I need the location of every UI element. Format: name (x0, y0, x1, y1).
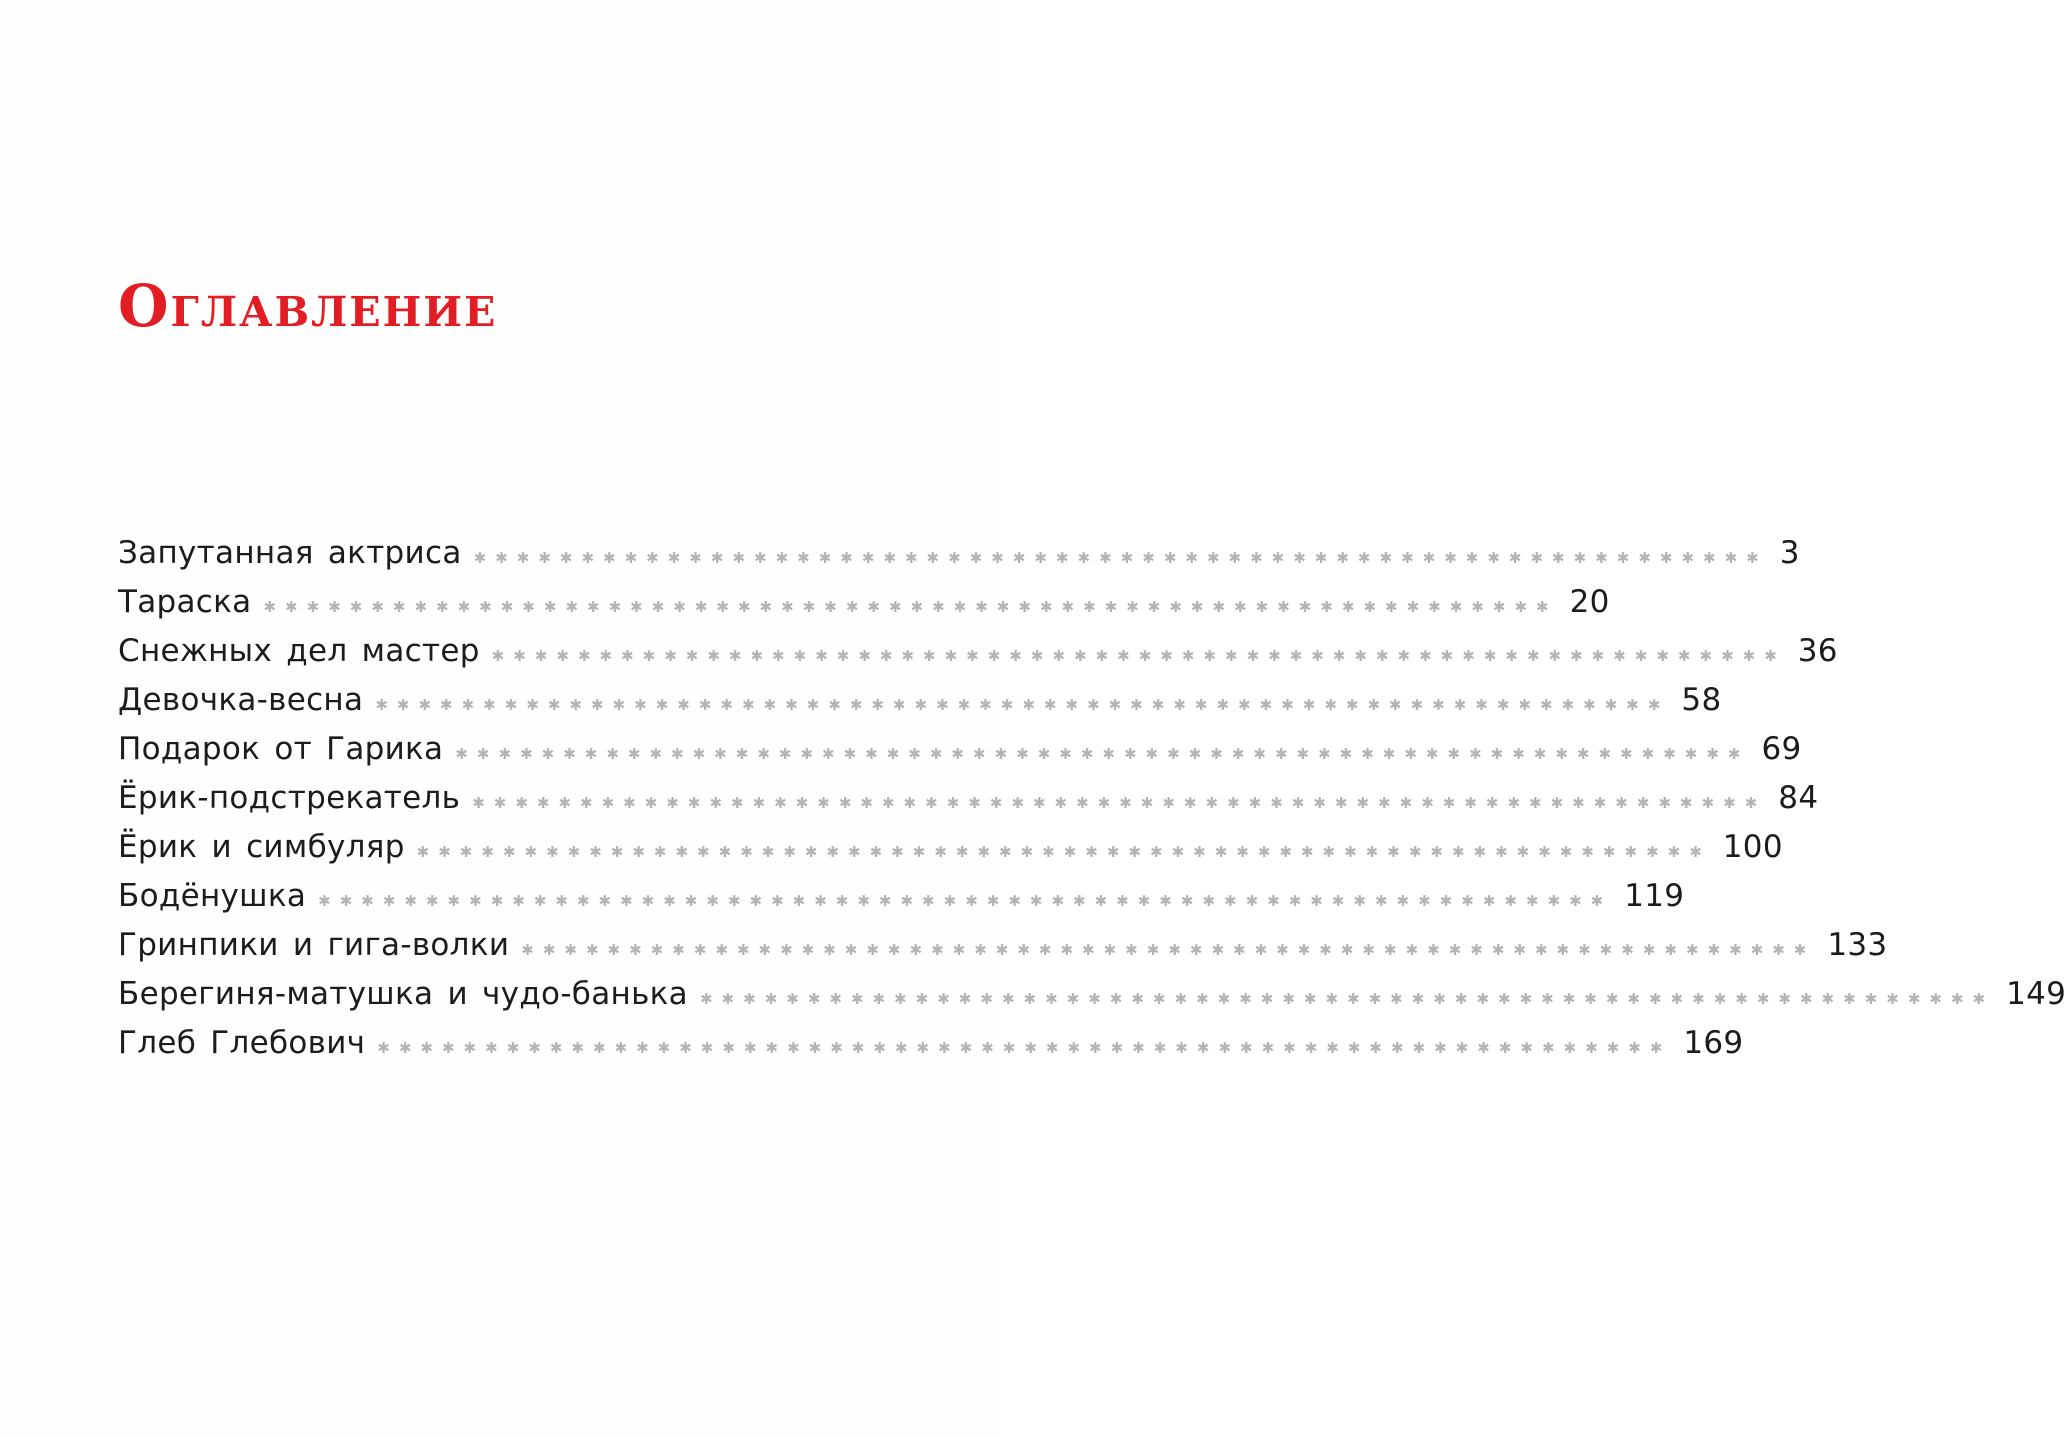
toc-entry-title: Запутанная актриса (118, 535, 462, 571)
toc-entry-title: Гринпики и гига-волки (118, 927, 510, 963)
toc-entry-page: 119 (1624, 878, 1685, 914)
toc-entry (118, 872, 1685, 921)
toc-entry-title: Тараска (118, 584, 252, 620)
toc-entry-title: Снежных дел мастер (118, 633, 480, 669)
leader-stars: ✱✱✱✱✱✱✱✱✱✱✱✱✱✱✱✱✱✱✱✱✱✱✱✱✱✱✱✱✱✱✱✱✱✱✱✱✱✱✱✱✱✱✱✱✱✱✱✱✱✱✱✱✱✱✱✱✱✱✱✱ (521, 941, 1816, 959)
toc-entry (118, 921, 1888, 970)
leader-stars: ✱✱✱✱✱✱✱✱✱✱✱✱✱✱✱✱✱✱✱✱✱✱✱✱✱✱✱✱✱✱✱✱✱✱✱✱✱✱✱✱✱✱✱✱✱✱✱✱✱✱✱✱✱✱✱✱✱✱✱✱ (375, 696, 1670, 714)
toc-entry (118, 676, 1722, 725)
leader-stars: ✱✱✱✱✱✱✱✱✱✱✱✱✱✱✱✱✱✱✱✱✱✱✱✱✱✱✱✱✱✱✱✱✱✱✱✱✱✱✱✱✱✱✱✱✱✱✱✱✱✱✱✱✱✱✱✱✱✱✱✱ (472, 794, 1767, 812)
toc-entry-page: 169 (1683, 1025, 1744, 1061)
leader-stars: ✱✱✱✱✱✱✱✱✱✱✱✱✱✱✱✱✱✱✱✱✱✱✱✱✱✱✱✱✱✱✱✱✱✱✱✱✱✱✱✱✱✱✱✱✱✱✱✱✱✱✱✱✱✱✱✱✱✱✱✱ (416, 843, 1711, 861)
toc-entry-title: Девочка-весна (118, 682, 364, 718)
toc-entry-page: 69 (1761, 731, 1802, 767)
toc-entry-title: Бодёнушка (118, 878, 307, 914)
leader-stars: ✱✱✱✱✱✱✱✱✱✱✱✱✱✱✱✱✱✱✱✱✱✱✱✱✱✱✱✱✱✱✱✱✱✱✱✱✱✱✱✱✱✱✱✱✱✱✱✱✱✱✱✱✱✱✱✱✱✱✱✱ (377, 1039, 1672, 1057)
toc-entry-title: Глеб Глебович (118, 1025, 366, 1061)
toc-entry-page: 36 (1797, 633, 1838, 669)
toc-entry-title: Ёрик и симбуляр (118, 829, 405, 865)
toc-entry-page: 84 (1778, 780, 1819, 816)
leader-stars: ✱✱✱✱✱✱✱✱✱✱✱✱✱✱✱✱✱✱✱✱✱✱✱✱✱✱✱✱✱✱✱✱✱✱✱✱✱✱✱✱✱✱✱✱✱✱✱✱✱✱✱✱✱✱✱✱✱✱✱✱ (491, 647, 1786, 665)
leader-stars: ✱✱✱✱✱✱✱✱✱✱✱✱✱✱✱✱✱✱✱✱✱✱✱✱✱✱✱✱✱✱✱✱✱✱✱✱✱✱✱✱✱✱✱✱✱✱✱✱✱✱✱✱✱✱✱✱✱✱✱✱ (318, 892, 1613, 910)
toc-entry-page: 58 (1681, 682, 1722, 718)
toc-entry (118, 774, 1819, 823)
toc-entry-title: Ёрик-подстрекатель (118, 780, 461, 816)
toc-entry-page: 3 (1779, 535, 1800, 571)
toc-entry (118, 970, 2066, 1019)
toc-entry-page: 149 (2006, 976, 2066, 1012)
toc-entry (118, 1019, 1744, 1068)
toc-entry-title: Подарок от Гарика (118, 731, 444, 767)
leader-stars: ✱✱✱✱✱✱✱✱✱✱✱✱✱✱✱✱✱✱✱✱✱✱✱✱✱✱✱✱✱✱✱✱✱✱✱✱✱✱✱✱✱✱✱✱✱✱✱✱✱✱✱✱✱✱✱✱✱✱✱✱ (473, 549, 1768, 567)
toc-entry (118, 529, 1800, 578)
toc-entry-page: 20 (1569, 584, 1610, 620)
toc-entry (118, 627, 1838, 676)
leader-stars: ✱✱✱✱✱✱✱✱✱✱✱✱✱✱✱✱✱✱✱✱✱✱✱✱✱✱✱✱✱✱✱✱✱✱✱✱✱✱✱✱✱✱✱✱✱✱✱✱✱✱✱✱✱✱✱✱✱✱✱✱ (699, 990, 1995, 1008)
table-of-contents (118, 529, 2066, 1068)
leader-stars: ✱✱✱✱✱✱✱✱✱✱✱✱✱✱✱✱✱✱✱✱✱✱✱✱✱✱✱✱✱✱✱✱✱✱✱✱✱✱✱✱✱✱✱✱✱✱✱✱✱✱✱✱✱✱✱✱✱✱✱✱ (455, 745, 1750, 763)
page-title: Оглавление (118, 272, 498, 340)
toc-entry-page: 100 (1722, 829, 1783, 865)
leader-stars: ✱✱✱✱✱✱✱✱✱✱✱✱✱✱✱✱✱✱✱✱✱✱✱✱✱✱✱✱✱✱✱✱✱✱✱✱✱✱✱✱✱✱✱✱✱✱✱✱✱✱✱✱✱✱✱✱✱✱✱✱ (263, 598, 1558, 616)
toc-entry (118, 823, 1783, 872)
toc-entry-page: 133 (1827, 927, 1888, 963)
toc-entry (118, 578, 1610, 627)
toc-entry-title: Берегиня-матушка и чудо-банька (118, 976, 688, 1012)
toc-entry (118, 725, 1802, 774)
